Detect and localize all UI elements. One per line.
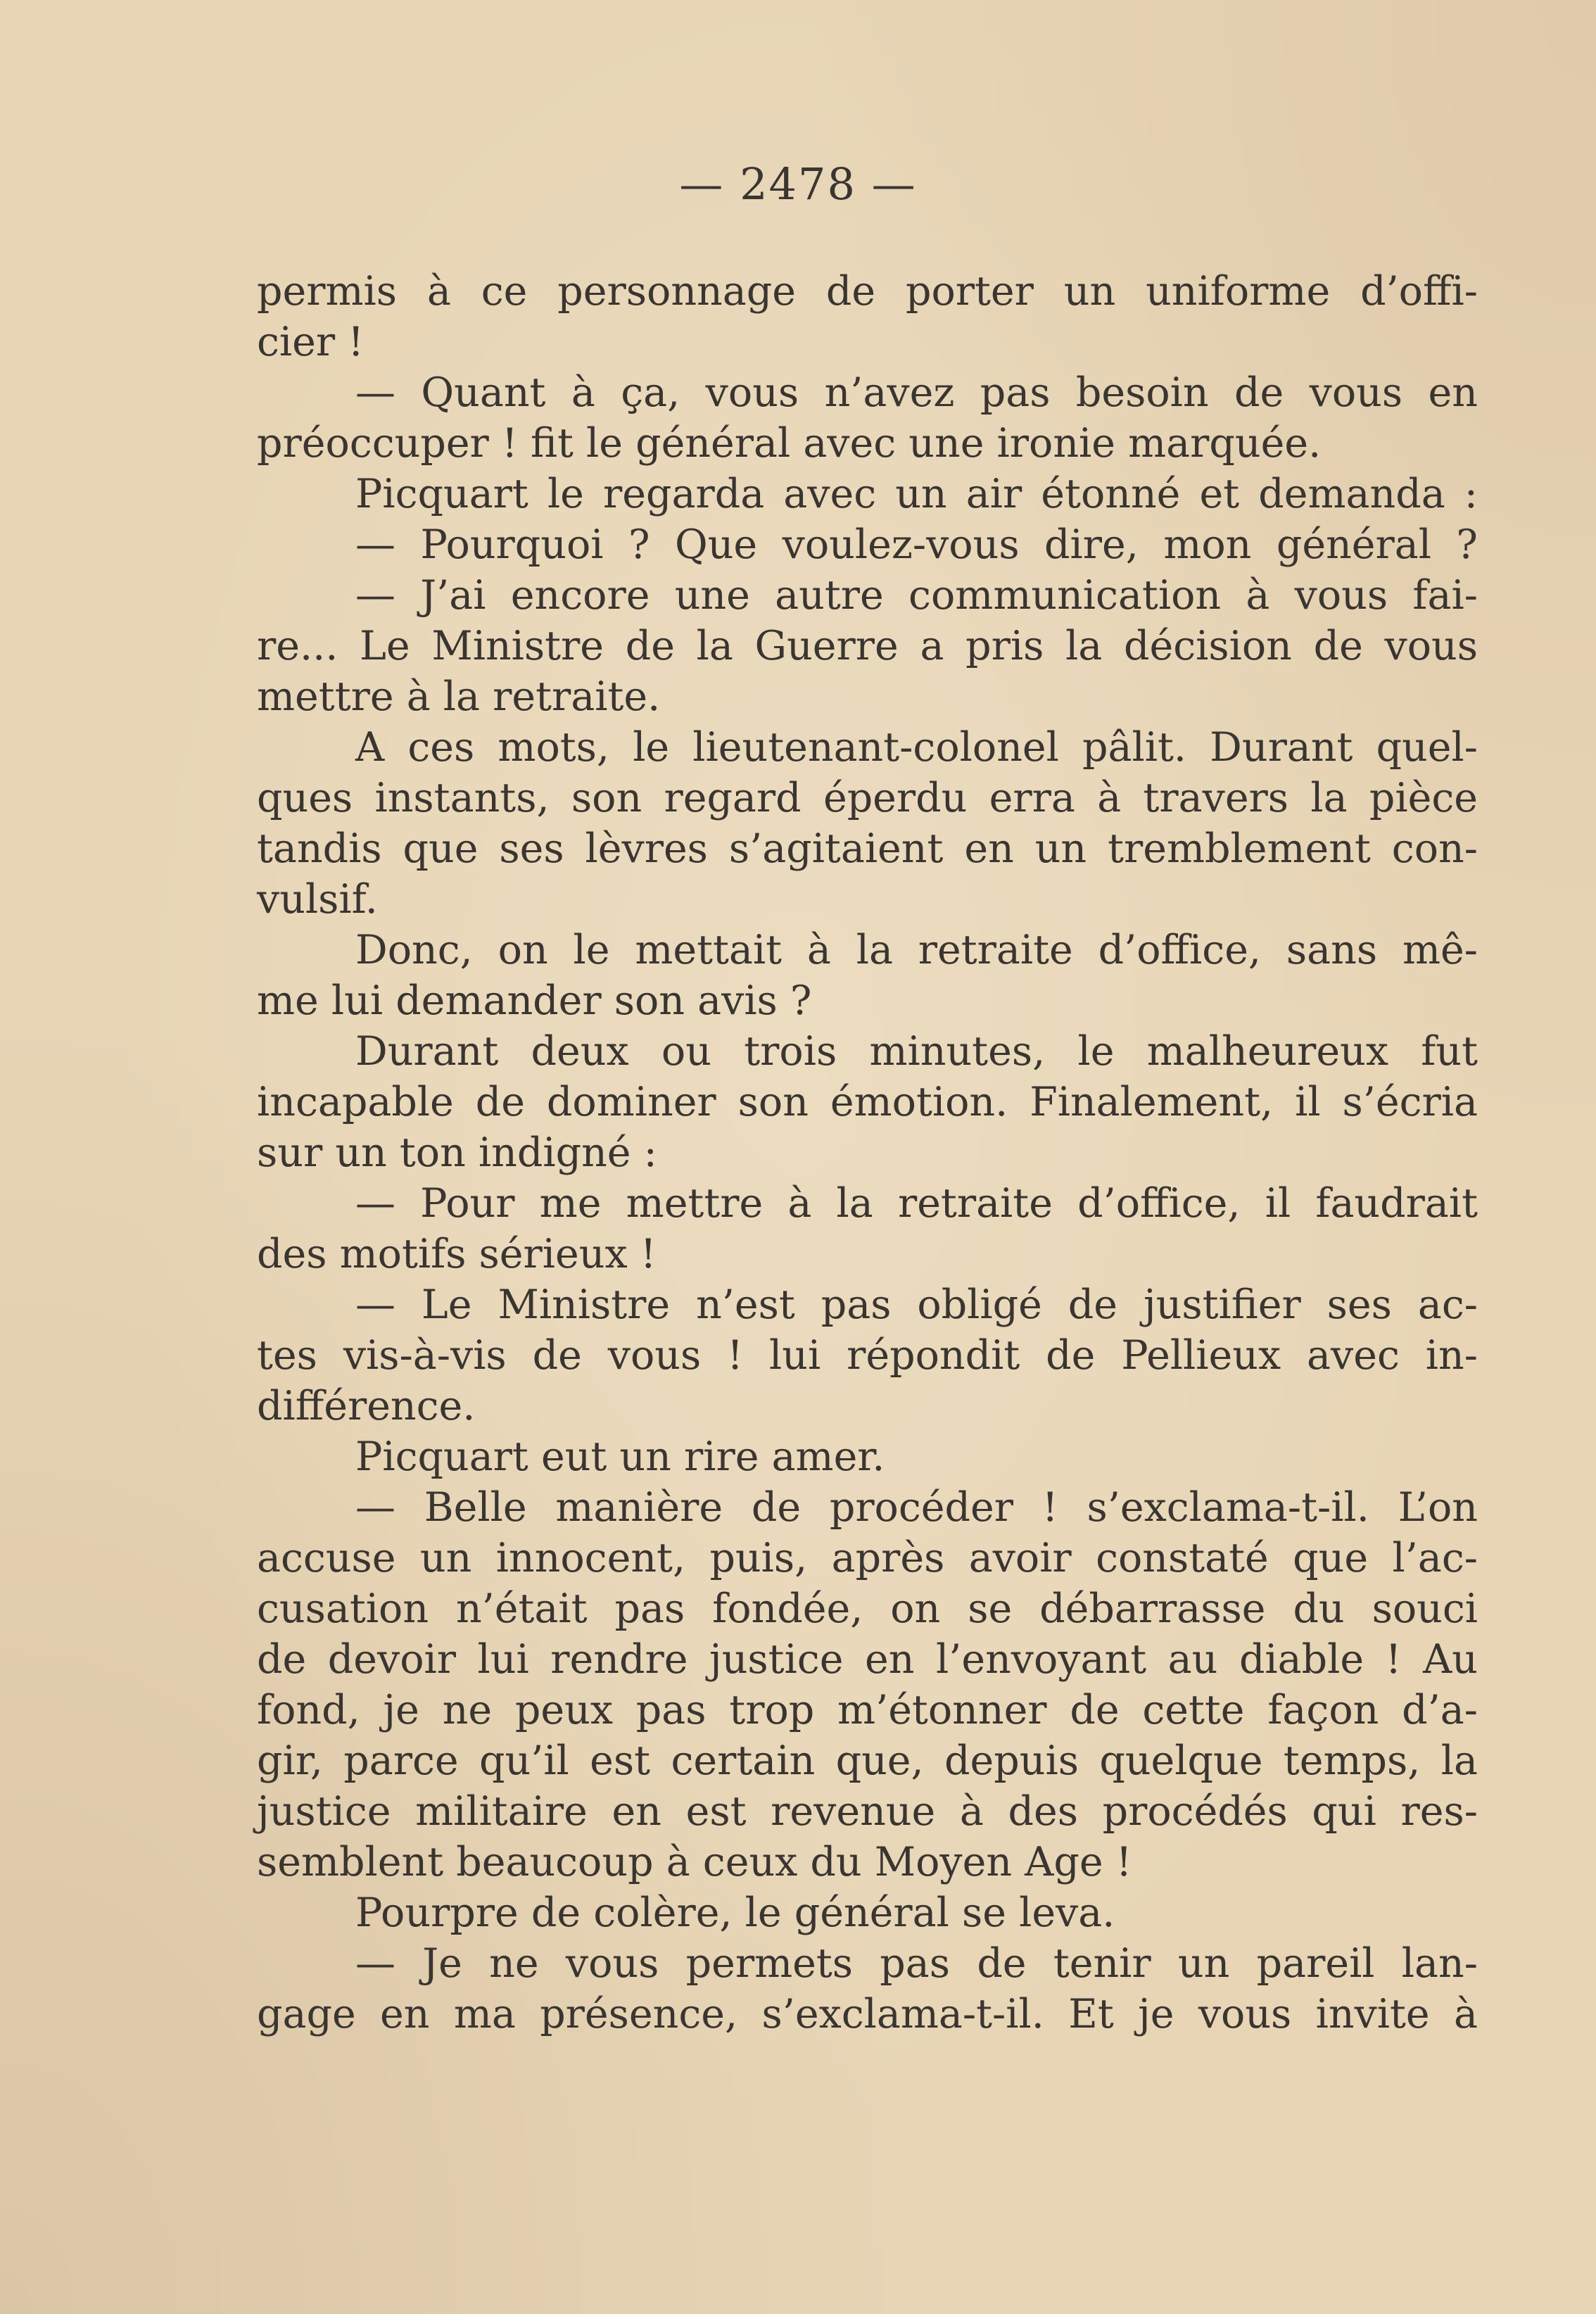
- text-line: tes vis-à-vis de vous ! lui répondit de Pellieux avec in-: [257, 1332, 1478, 1379]
- text-line: incapable de dominer son émotion. Finalement, il s’écria: [257, 1079, 1478, 1125]
- page-number: — 2478 —: [679, 158, 917, 210]
- text-line: re... Le Ministre de la Guerre a pris la décision de vous: [257, 623, 1478, 669]
- text-line: de devoir lui rendre justice en l’envoyant au diable ! Au: [257, 1636, 1478, 1683]
- text-line: différence.: [257, 1383, 476, 1429]
- text-line: gir, parce qu’il est certain que, depuis quelque temps, la: [257, 1738, 1478, 1784]
- text-line: — J’ai encore une autre communication à vous fai-: [355, 572, 1478, 619]
- text-line: Pourpre de colère, le général se leva.: [355, 1890, 1115, 1936]
- text-line: Picquart le regarda avec un air étonné et demanda :: [355, 471, 1478, 517]
- text-line: vulsif.: [257, 876, 378, 923]
- text-line: — Le Ministre n’est pas obligé de justifier ses ac-: [355, 1282, 1478, 1328]
- text-line: mettre à la retraite.: [257, 674, 661, 720]
- text-line: — Belle manière de procéder ! s’exclama-t-il. L’on: [355, 1484, 1478, 1531]
- text-line: fond, je ne peux pas trop m’étonner de cette façon d’a-: [257, 1687, 1478, 1733]
- text-line: me lui demander son avis ?: [257, 978, 812, 1024]
- text-line: cusation n’était pas fondée, on se débarrasse du souci: [257, 1586, 1478, 1632]
- text-line: préoccuper ! fit le général avec une ironie marquée.: [257, 420, 1322, 467]
- text-line: justice militaire en est revenue à des procédés qui res-: [257, 1788, 1478, 1835]
- text-line: A ces mots, le lieutenant-colonel pâlit. Durant quel-: [355, 724, 1478, 771]
- text-line: Picquart eut un rire amer.: [355, 1434, 885, 1480]
- text-line: permis à ce personnage de porter un uniforme d’offi-: [257, 268, 1478, 315]
- text-line: accuse un innocent, puis, après avoir constaté que l’ac-: [257, 1535, 1478, 1581]
- text-line: semblent beaucoup à ceux du Moyen Age !: [257, 1839, 1132, 1885]
- text-line: cier !: [257, 319, 365, 365]
- text-line: tandis que ses lèvres s’agitaient en un tremblement con-: [257, 826, 1478, 872]
- text-line: Durant deux ou trois minutes, le malheureux fut: [355, 1028, 1478, 1075]
- body-text: [257, 266, 1478, 2040]
- text-line: Donc, on le mettait à la retraite d’office, sans mê-: [355, 927, 1478, 973]
- text-line: sur un ton indigné :: [257, 1130, 657, 1176]
- text-line: des motifs sérieux !: [257, 1231, 657, 1277]
- text-line: — Quant à ça, vous n’avez pas besoin de vous en: [355, 369, 1478, 416]
- text-line: — Pourquoi ? Que voulez-vous dire, mon général ?: [355, 521, 1478, 568]
- text-line: — Pour me mettre à la retraite d’office, il faudrait: [355, 1180, 1478, 1227]
- text-line: gage en ma présence, s’exclama-t-il. Et je vous invite à: [257, 1991, 1478, 2037]
- text-line: ques instants, son regard éperdu erra à travers la pièce: [257, 775, 1478, 821]
- text-line: — Je ne vous permets pas de tenir un pareil lan-: [355, 1940, 1478, 1987]
